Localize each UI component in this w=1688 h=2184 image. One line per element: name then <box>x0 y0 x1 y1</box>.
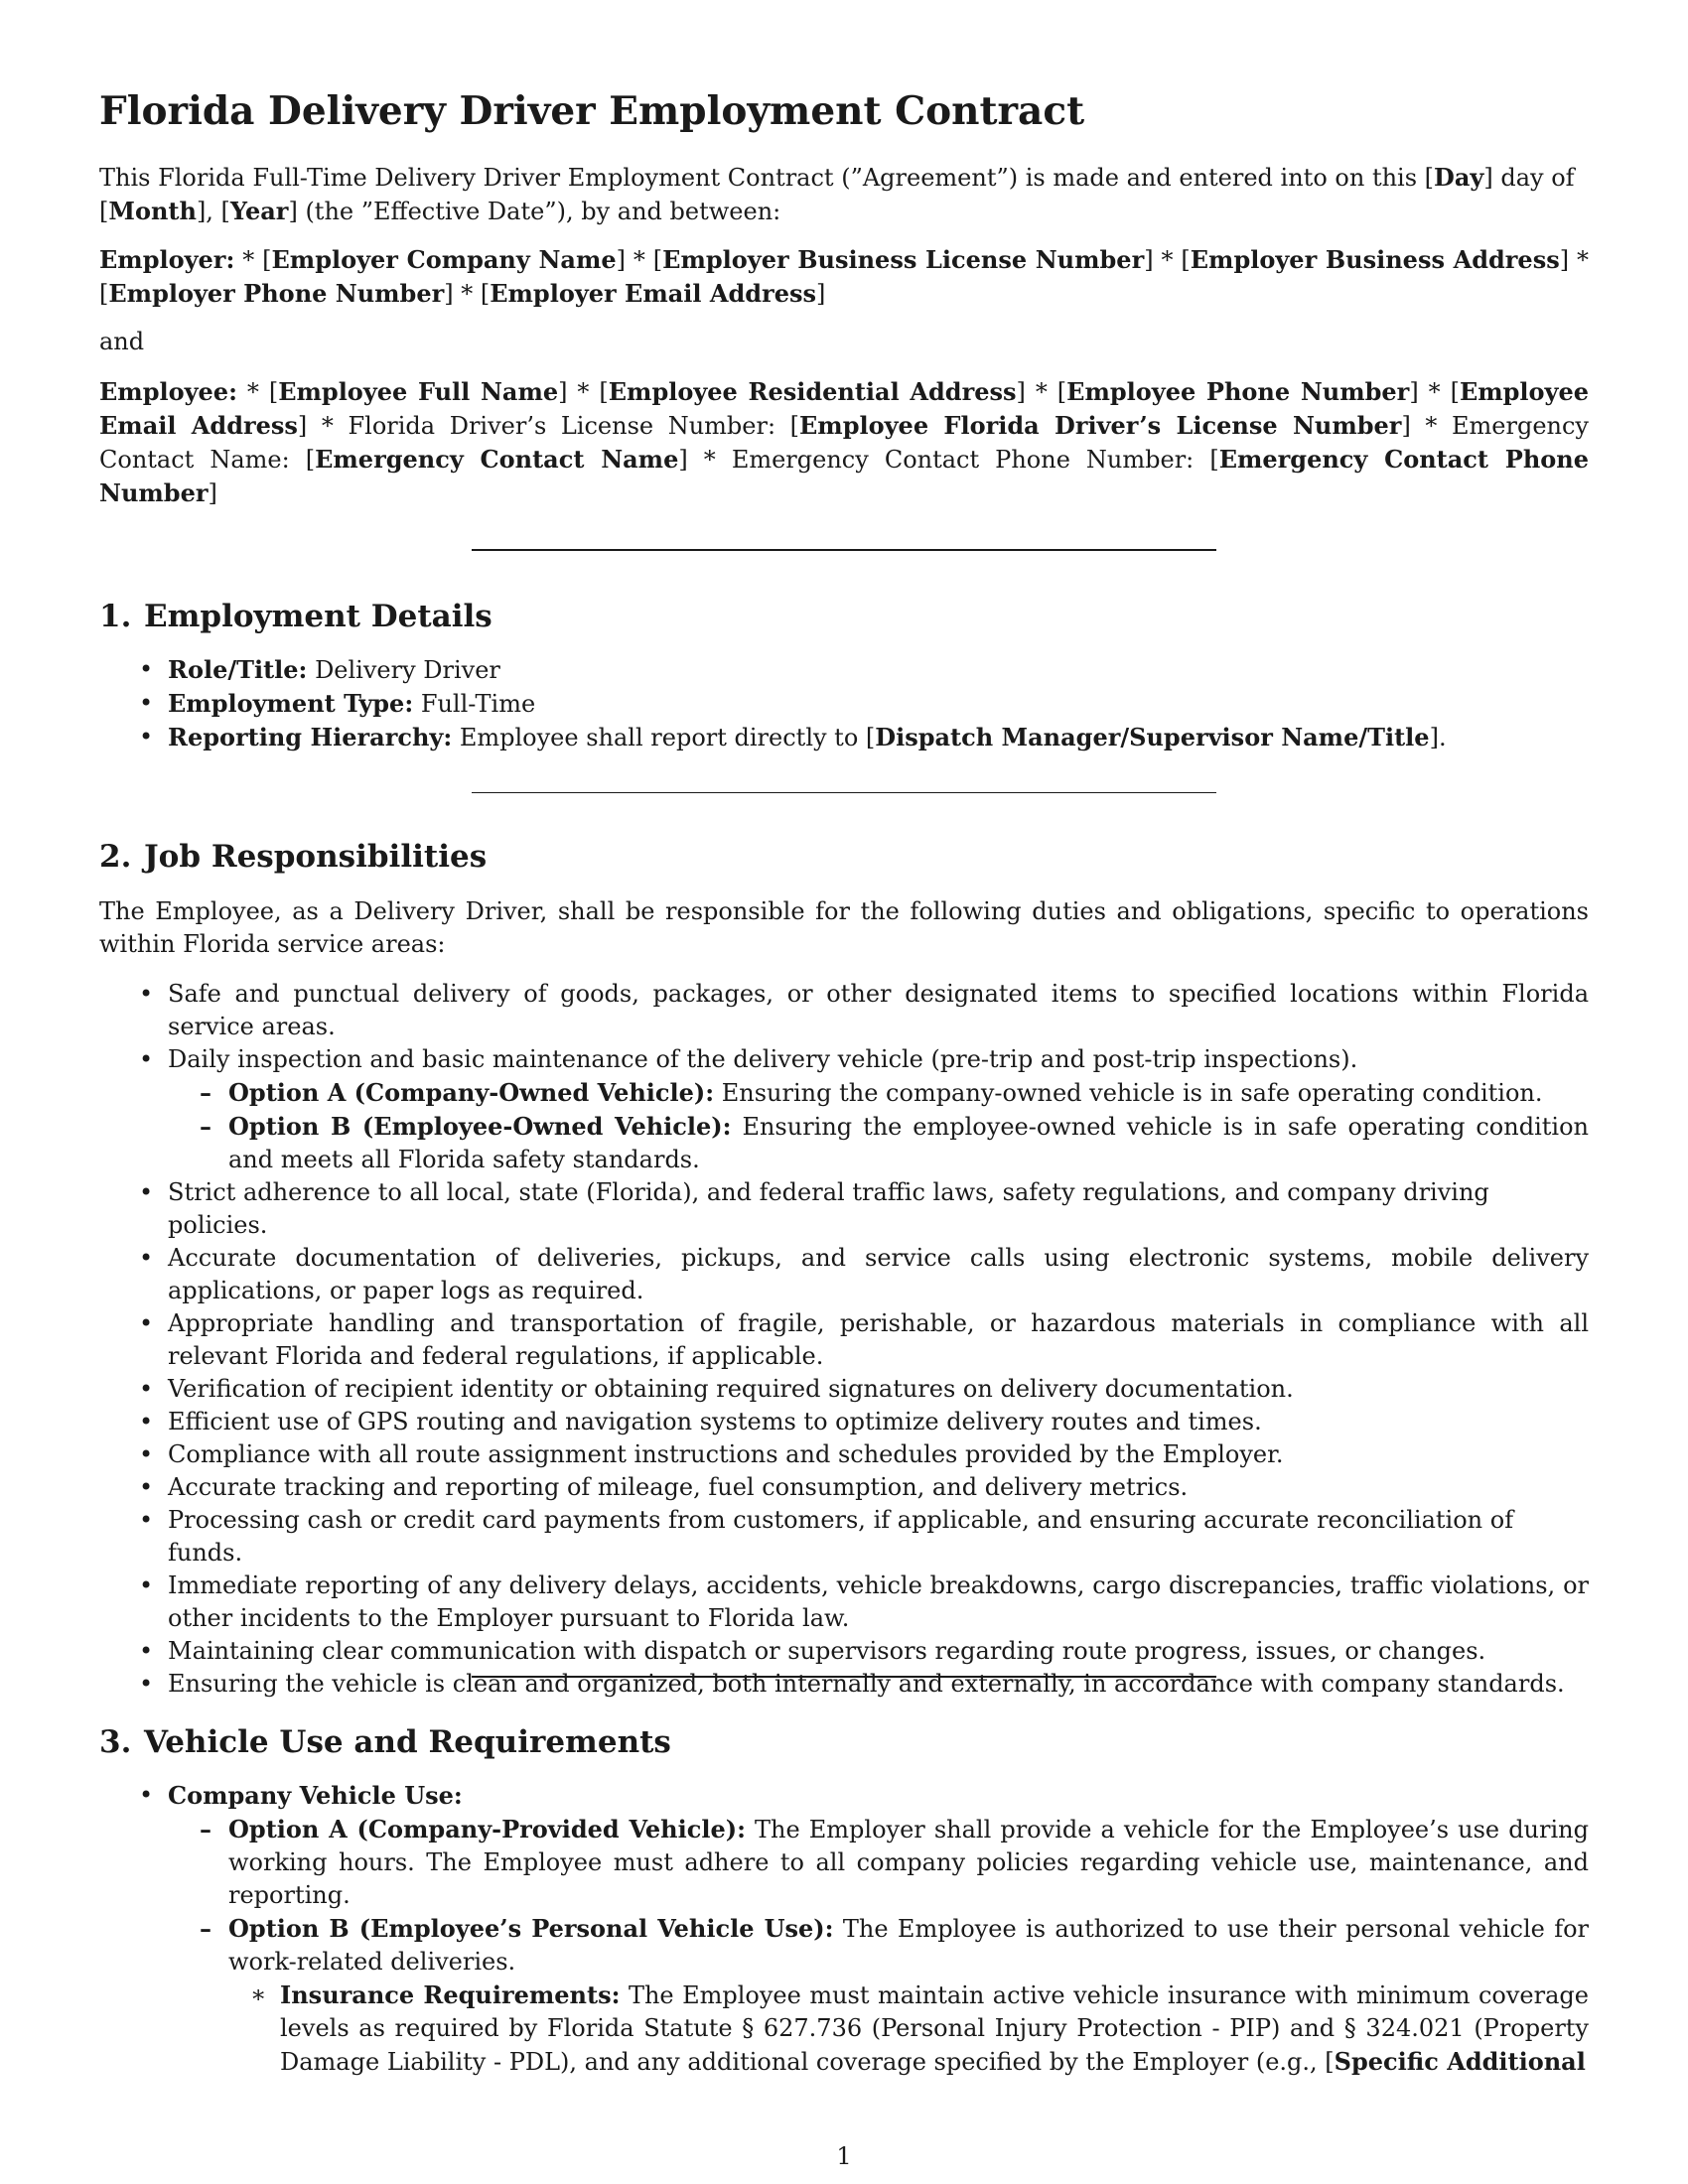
list-item: • Employment Type: Full-Time <box>99 687 1589 721</box>
employee-full-name: Employee Full Name <box>278 377 559 406</box>
supervisor-placeholder: Dispatch Manager/Supervisor Name/Title <box>875 723 1430 751</box>
employee-dl-number: Employee Florida Driver’s License Number <box>799 411 1402 440</box>
list-item: – Option B (Employee’s Personal Vehicle Use): The Employee is authorized to use their personal vehicle for work-related deliveries. ∗ Insurance Requirements: The Employee must maintain active vehicle insurance with minimum coverage levels as required by Florida Statute § 627.736 (Personal Injury Protection - PIP) and § 324.021 (Property Damage Liability - PDL), and any additional coverage specified by the Employer (e.g., [Specific Additional <box>168 1912 1589 2079</box>
list-item: • Safe and punctual delivery of goods, packages, or other designated items to specified locations within Florida service areas. <box>99 978 1589 1043</box>
employee-email: Employee Email Address <box>99 377 1590 440</box>
intro-paragraph: This Florida Full-Time Delivery Driver Employment Contract (”Agreement”) is made and entered into on this [Day] day of [Month], [Year] (the ”Effective Date”), by and between: <box>99 163 1575 225</box>
section-2-heading: 2. Job Responsibilities <box>99 839 488 875</box>
employer-email: Employer Email Address <box>490 279 816 308</box>
document-title: Florida Delivery Driver Employment Contract <box>99 88 1085 134</box>
list-item: • Maintaining clear communication with dispatch or supervisors regarding route progress, issues, or changes. <box>99 1635 1589 1668</box>
employee-block: Employee: * [Employee Full Name] * [Employee Residential Address] * [Employee Phone Number] * [Employee Email Address] * Florida Driver’s License Number: [Employee Florida Driver’s License Number] * Emergency Contact Name: [Emergency Contact Name] * Emergency Contact Phone Number: [Emergency Contact Phone Number] <box>99 377 1590 507</box>
list-item: • Ensuring the vehicle is clean and organized, both internally and externally, in accordance with company standards. <box>99 1668 1589 1701</box>
vehicle-options-list <box>168 1076 1589 1176</box>
list-item: • Reporting Hierarchy: Employee shall report directly to [Dispatch Manager/Supervisor Name/Title]. <box>99 721 1589 754</box>
employer-company-name: Employer Company Name <box>271 245 617 274</box>
list-item: • Immediate reporting of any delivery delays, accidents, vehicle breakdowns, cargo discrepancies, traffic violations, or other incidents to the Employer pursuant to Florida law. <box>99 1570 1589 1635</box>
employer-block: Employer: * [Employer Company Name] * [Employer Business License Number] * [Employer Business Address] * [Employer Phone Number] * [Employer Email Address] <box>99 245 1589 308</box>
additional-coverage-placeholder: Specific Additional <box>1334 2047 1586 2076</box>
employer-phone: Employer Phone Number <box>108 279 445 308</box>
list-item: • Accurate tracking and reporting of mileage, fuel consumption, and delivery metrics. <box>99 1471 1589 1504</box>
employment-details-list <box>99 653 1589 754</box>
list-item: • Strict adherence to all local, state (Florida), and federal traffic laws, safety regulations, and company driving policies. <box>99 1176 1589 1242</box>
list-item: • Company Vehicle Use: – Option A (Company-Provided Vehicle): The Employer shall provide a vehicle for the Employee’s use during working hours. The Employee must adhere to all company policies regarding vehicle use, maintenance, and reporting. – Option B (Employee’s Personal Vehicle Use): The Employee is authorized to use their personal vehicle for work-related deliveries. ∗ Insurance Requirements: The Employee must maintain active vehicle insurance with minimum coverage levels as required by Florida Statute § 627.736 (Personal Injury Protection - PIP) and § 324.021 (Property Damage Liability - PDL), and any additional coverage specified by the Employer (e.g., [Specific Additional <box>99 1779 1589 2079</box>
employer-label: Employer: <box>99 245 235 274</box>
employee-phone: Employee Phone Number <box>1066 377 1410 406</box>
list-item: – Option A (Company-Provided Vehicle): The Employer shall provide a vehicle for the Employee’s use during working hours. The Employee must adhere to all company policies regarding vehicle use, maintenance, and reporting. <box>168 1813 1589 1912</box>
employer-license: Employer Business License Number <box>662 245 1145 274</box>
list-item: • Efficient use of GPS routing and navigation systems to optimize delivery routes and times. <box>99 1406 1589 1438</box>
document-page <box>99 0 1589 2184</box>
section-divider <box>472 1676 1216 1678</box>
list-item: • Appropriate handling and transportation of fragile, perishable, or hazardous materials in compliance with all relevant Florida and federal regulations, if applicable. <box>99 1307 1589 1373</box>
vehicle-use-options <box>168 1813 1589 2079</box>
list-item: – Option B (Employee-Owned Vehicle): Ensuring the employee-owned vehicle is in safe operating condition and meets all Florida safety standards. <box>168 1110 1589 1176</box>
list-item: • Verification of recipient identity or obtaining required signatures on delivery documentation. <box>99 1373 1589 1406</box>
list-item: • Accurate documentation of deliveries, pickups, and service calls using electronic systems, mobile delivery applications, or paper logs as required. <box>99 1242 1589 1307</box>
list-item: • Compliance with all route assignment instructions and schedules provided by the Employer. <box>99 1438 1589 1471</box>
year-placeholder: Year <box>229 197 289 225</box>
section-3-heading: 3. Vehicle Use and Requirements <box>99 1724 671 1760</box>
responsibilities-list <box>99 978 1589 1701</box>
and-text: and <box>99 328 145 355</box>
employer-address: Employer Business Address <box>1190 245 1560 274</box>
section-divider <box>472 792 1216 793</box>
responsibilities-intro: The Employee, as a Delivery Driver, shall be responsible for the following duties and obligations, specific to operations within Florida service areas: <box>99 897 1589 958</box>
page-number: 1 <box>836 2142 852 2170</box>
day-placeholder: Day <box>1434 163 1484 192</box>
month-placeholder: Month <box>108 197 197 225</box>
insurance-list <box>228 1979 1589 2079</box>
vehicle-use-list <box>99 1779 1589 2079</box>
list-item: ∗ Insurance Requirements: The Employee must maintain active vehicle insurance with minimum coverage levels as required by Florida Statute § 627.736 (Personal Injury Protection - PIP) and § 324.021 (Property Damage Liability - PDL), and any additional coverage specified by the Employer (e.g., [Specific Additional <box>228 1979 1589 2079</box>
employee-address: Employee Residential Address <box>608 377 1017 406</box>
list-item: • Role/Title: Delivery Driver <box>99 653 1589 687</box>
list-item: – Option A (Company-Owned Vehicle): Ensuring the company-owned vehicle is in safe operating condition. <box>168 1076 1589 1110</box>
list-item: • Processing cash or credit card payments from customers, if applicable, and ensuring accurate reconciliation of funds. <box>99 1504 1589 1570</box>
emergency-contact-name: Emergency Contact Name <box>315 445 679 474</box>
section-divider <box>472 549 1216 551</box>
employee-label: Employee: <box>99 377 237 406</box>
emergency-contact-phone: Emergency Contact Phone Number <box>99 445 1589 507</box>
section-1-heading: 1. Employment Details <box>99 599 492 634</box>
list-item: • Daily inspection and basic maintenance of the delivery vehicle (pre-trip and post-trip inspections). – Option A (Company-Owned Vehicle): Ensuring the company-owned vehicle is in safe operating condition. – Option B (Employee-Owned Vehicle): Ensuring the employee-owned vehicle is in safe operating condition and meets all Florida safety standards. <box>99 1043 1589 1176</box>
